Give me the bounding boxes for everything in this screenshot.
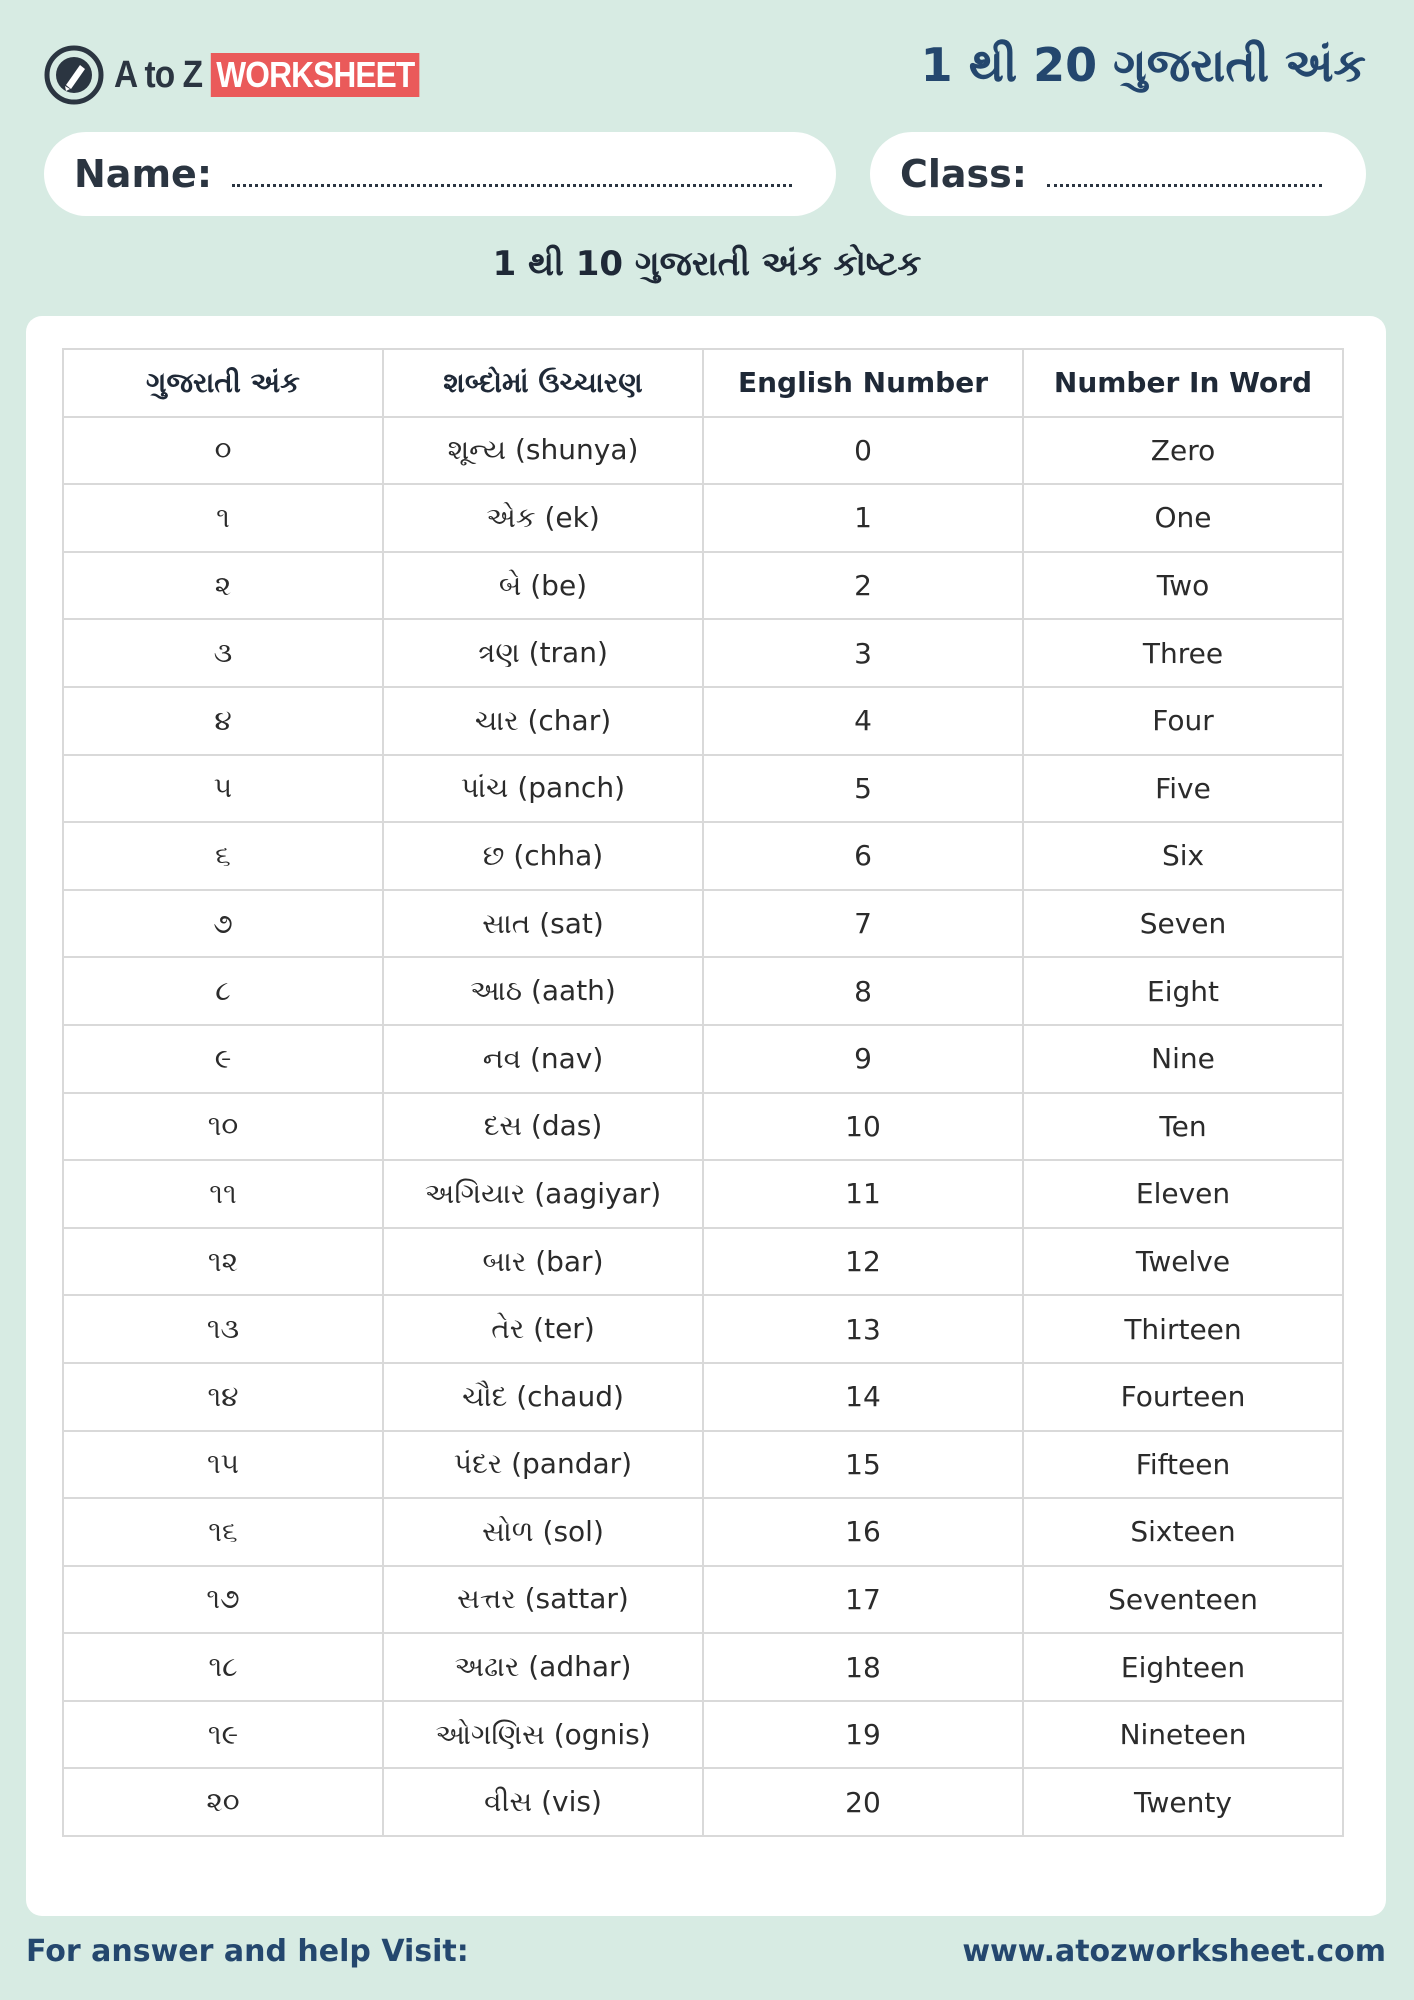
cell-number-in-word: Five <box>1023 755 1343 823</box>
table-row <box>63 1431 1343 1499</box>
cell-pronunciation: ચૌદ (chaud) <box>383 1363 703 1431</box>
cell-number-in-word: Fourteen <box>1023 1363 1343 1431</box>
cell-number-in-word: One <box>1023 484 1343 552</box>
cell-number-in-word: Six <box>1023 822 1343 890</box>
table-row <box>63 1093 1343 1161</box>
cell-pronunciation: શૂન્ય (shunya) <box>383 417 703 485</box>
cell-pronunciation: બાર (bar) <box>383 1228 703 1296</box>
table-row <box>63 1295 1343 1363</box>
numbers-table <box>62 348 1344 1837</box>
cell-pronunciation: પાંચ (panch) <box>383 755 703 823</box>
cell-gujarati-digit: ૧૫ <box>63 1431 383 1499</box>
cell-english-number: 20 <box>703 1768 1023 1836</box>
cell-english-number: 4 <box>703 687 1023 755</box>
cell-pronunciation: સત્તર (sattar) <box>383 1566 703 1634</box>
table-row <box>63 1633 1343 1701</box>
footer-help-text: For answer and help Visit: <box>26 1934 469 1969</box>
table-row <box>63 484 1343 552</box>
table-row <box>63 755 1343 823</box>
cell-number-in-word: Four <box>1023 687 1343 755</box>
table-header-row <box>63 349 1343 417</box>
table-row <box>63 1160 1343 1228</box>
cell-number-in-word: Two <box>1023 552 1343 620</box>
cell-number-in-word: Twelve <box>1023 1228 1343 1296</box>
cell-english-number: 0 <box>703 417 1023 485</box>
table-row <box>63 822 1343 890</box>
cell-pronunciation: તેર (ter) <box>383 1295 703 1363</box>
page-title: 1 થી 20 ગુજરાતી અંક <box>920 38 1366 92</box>
cell-gujarati-digit: ૧૨ <box>63 1228 383 1296</box>
table-row <box>63 1363 1343 1431</box>
cell-number-in-word: Nine <box>1023 1025 1343 1093</box>
cell-english-number: 8 <box>703 957 1023 1025</box>
cell-english-number: 7 <box>703 890 1023 958</box>
cell-gujarati-digit: ૪ <box>63 687 383 755</box>
cell-gujarati-digit: ૧૭ <box>63 1566 383 1634</box>
table-card <box>26 316 1386 1916</box>
cell-english-number: 16 <box>703 1498 1023 1566</box>
section-title: 1 થી 10 ગુજરાતી અંક કોષ્ટક <box>492 244 922 284</box>
cell-gujarati-digit: ૧૧ <box>63 1160 383 1228</box>
cell-number-in-word: Thirteen <box>1023 1295 1343 1363</box>
cell-gujarati-digit: ૭ <box>63 890 383 958</box>
cell-pronunciation: છ (chha) <box>383 822 703 890</box>
logo-badge: WORKSHEET <box>211 53 420 97</box>
cell-pronunciation: અઢાર (adhar) <box>383 1633 703 1701</box>
cell-gujarati-digit: ૧૯ <box>63 1701 383 1769</box>
footer-website-link[interactable]: www.atozworksheet.com <box>962 1934 1386 1969</box>
name-label: Name: <box>74 152 213 196</box>
class-write-line[interactable] <box>1047 162 1322 187</box>
table-row <box>63 687 1343 755</box>
cell-pronunciation: સોળ (sol) <box>383 1498 703 1566</box>
table-row <box>63 1498 1343 1566</box>
cell-english-number: 18 <box>703 1633 1023 1701</box>
header-pronunciation: શબ્દોમાં ઉચ્ચારણ <box>383 349 703 417</box>
cell-number-in-word: Eleven <box>1023 1160 1343 1228</box>
table-row <box>63 957 1343 1025</box>
name-field[interactable] <box>44 132 836 216</box>
logo-text <box>114 53 420 97</box>
cell-number-in-word: Ten <box>1023 1093 1343 1161</box>
cell-english-number: 10 <box>703 1093 1023 1161</box>
cell-english-number: 13 <box>703 1295 1023 1363</box>
cell-english-number: 12 <box>703 1228 1023 1296</box>
cell-english-number: 19 <box>703 1701 1023 1769</box>
class-label: Class: <box>900 152 1027 196</box>
cell-english-number: 11 <box>703 1160 1023 1228</box>
cell-gujarati-digit: ૧૩ <box>63 1295 383 1363</box>
table-row <box>63 1228 1343 1296</box>
cell-number-in-word: Three <box>1023 619 1343 687</box>
table-row <box>63 1025 1343 1093</box>
cell-pronunciation: બે (be) <box>383 552 703 620</box>
cell-number-in-word: Twenty <box>1023 1768 1343 1836</box>
cell-gujarati-digit: ૧ <box>63 484 383 552</box>
cell-number-in-word: Seven <box>1023 890 1343 958</box>
cell-pronunciation: નવ (nav) <box>383 1025 703 1093</box>
cell-gujarati-digit: ૨૦ <box>63 1768 383 1836</box>
logo-wordmark: A to Z <box>114 53 203 96</box>
cell-pronunciation: ઓગણિસ (ognis) <box>383 1701 703 1769</box>
cell-pronunciation: ત્રણ (tran) <box>383 619 703 687</box>
cell-english-number: 6 <box>703 822 1023 890</box>
table-row <box>63 1566 1343 1634</box>
table-row <box>63 1768 1343 1836</box>
cell-english-number: 14 <box>703 1363 1023 1431</box>
cell-pronunciation: ચાર (char) <box>383 687 703 755</box>
cell-gujarati-digit: ૨ <box>63 552 383 620</box>
table-row <box>63 1701 1343 1769</box>
cell-gujarati-digit: ૯ <box>63 1025 383 1093</box>
cell-gujarati-digit: ૧૮ <box>63 1633 383 1701</box>
cell-english-number: 9 <box>703 1025 1023 1093</box>
cell-gujarati-digit: ૦ <box>63 417 383 485</box>
cell-english-number: 17 <box>703 1566 1023 1634</box>
site-logo[interactable] <box>44 44 461 106</box>
cell-number-in-word: Fifteen <box>1023 1431 1343 1499</box>
cell-gujarati-digit: ૬ <box>63 822 383 890</box>
cell-number-in-word: Eighteen <box>1023 1633 1343 1701</box>
table-row <box>63 890 1343 958</box>
header-english-number: English Number <box>703 349 1023 417</box>
table-row <box>63 552 1343 620</box>
cell-number-in-word: Zero <box>1023 417 1343 485</box>
table-row <box>63 417 1343 485</box>
cell-pronunciation: આઠ (aath) <box>383 957 703 1025</box>
cell-pronunciation: સાત (sat) <box>383 890 703 958</box>
cell-gujarati-digit: ૫ <box>63 755 383 823</box>
cell-number-in-word: Sixteen <box>1023 1498 1343 1566</box>
pen-logo-icon <box>44 45 104 105</box>
cell-number-in-word: Seventeen <box>1023 1566 1343 1634</box>
cell-pronunciation: એક (ek) <box>383 484 703 552</box>
cell-pronunciation: પંદર (pandar) <box>383 1431 703 1499</box>
cell-pronunciation: વીસ (vis) <box>383 1768 703 1836</box>
cell-gujarati-digit: ૧૦ <box>63 1093 383 1161</box>
cell-gujarati-digit: ૧૪ <box>63 1363 383 1431</box>
cell-gujarati-digit: ૩ <box>63 619 383 687</box>
cell-pronunciation: દસ (das) <box>383 1093 703 1161</box>
cell-english-number: 3 <box>703 619 1023 687</box>
header-number-in-word: Number In Word <box>1023 349 1343 417</box>
cell-english-number: 5 <box>703 755 1023 823</box>
cell-pronunciation: અગિયાર (aagiyar) <box>383 1160 703 1228</box>
class-field[interactable] <box>870 132 1366 216</box>
cell-number-in-word: Nineteen <box>1023 1701 1343 1769</box>
cell-english-number: 2 <box>703 552 1023 620</box>
name-write-line[interactable] <box>232 162 792 187</box>
cell-gujarati-digit: ૧૬ <box>63 1498 383 1566</box>
cell-english-number: 15 <box>703 1431 1023 1499</box>
header-gujarati-digit: ગુજરાતી અંક <box>63 349 383 417</box>
table-body <box>63 417 1343 1836</box>
table-row <box>63 619 1343 687</box>
cell-english-number: 1 <box>703 484 1023 552</box>
cell-gujarati-digit: ૮ <box>63 957 383 1025</box>
cell-number-in-word: Eight <box>1023 957 1343 1025</box>
